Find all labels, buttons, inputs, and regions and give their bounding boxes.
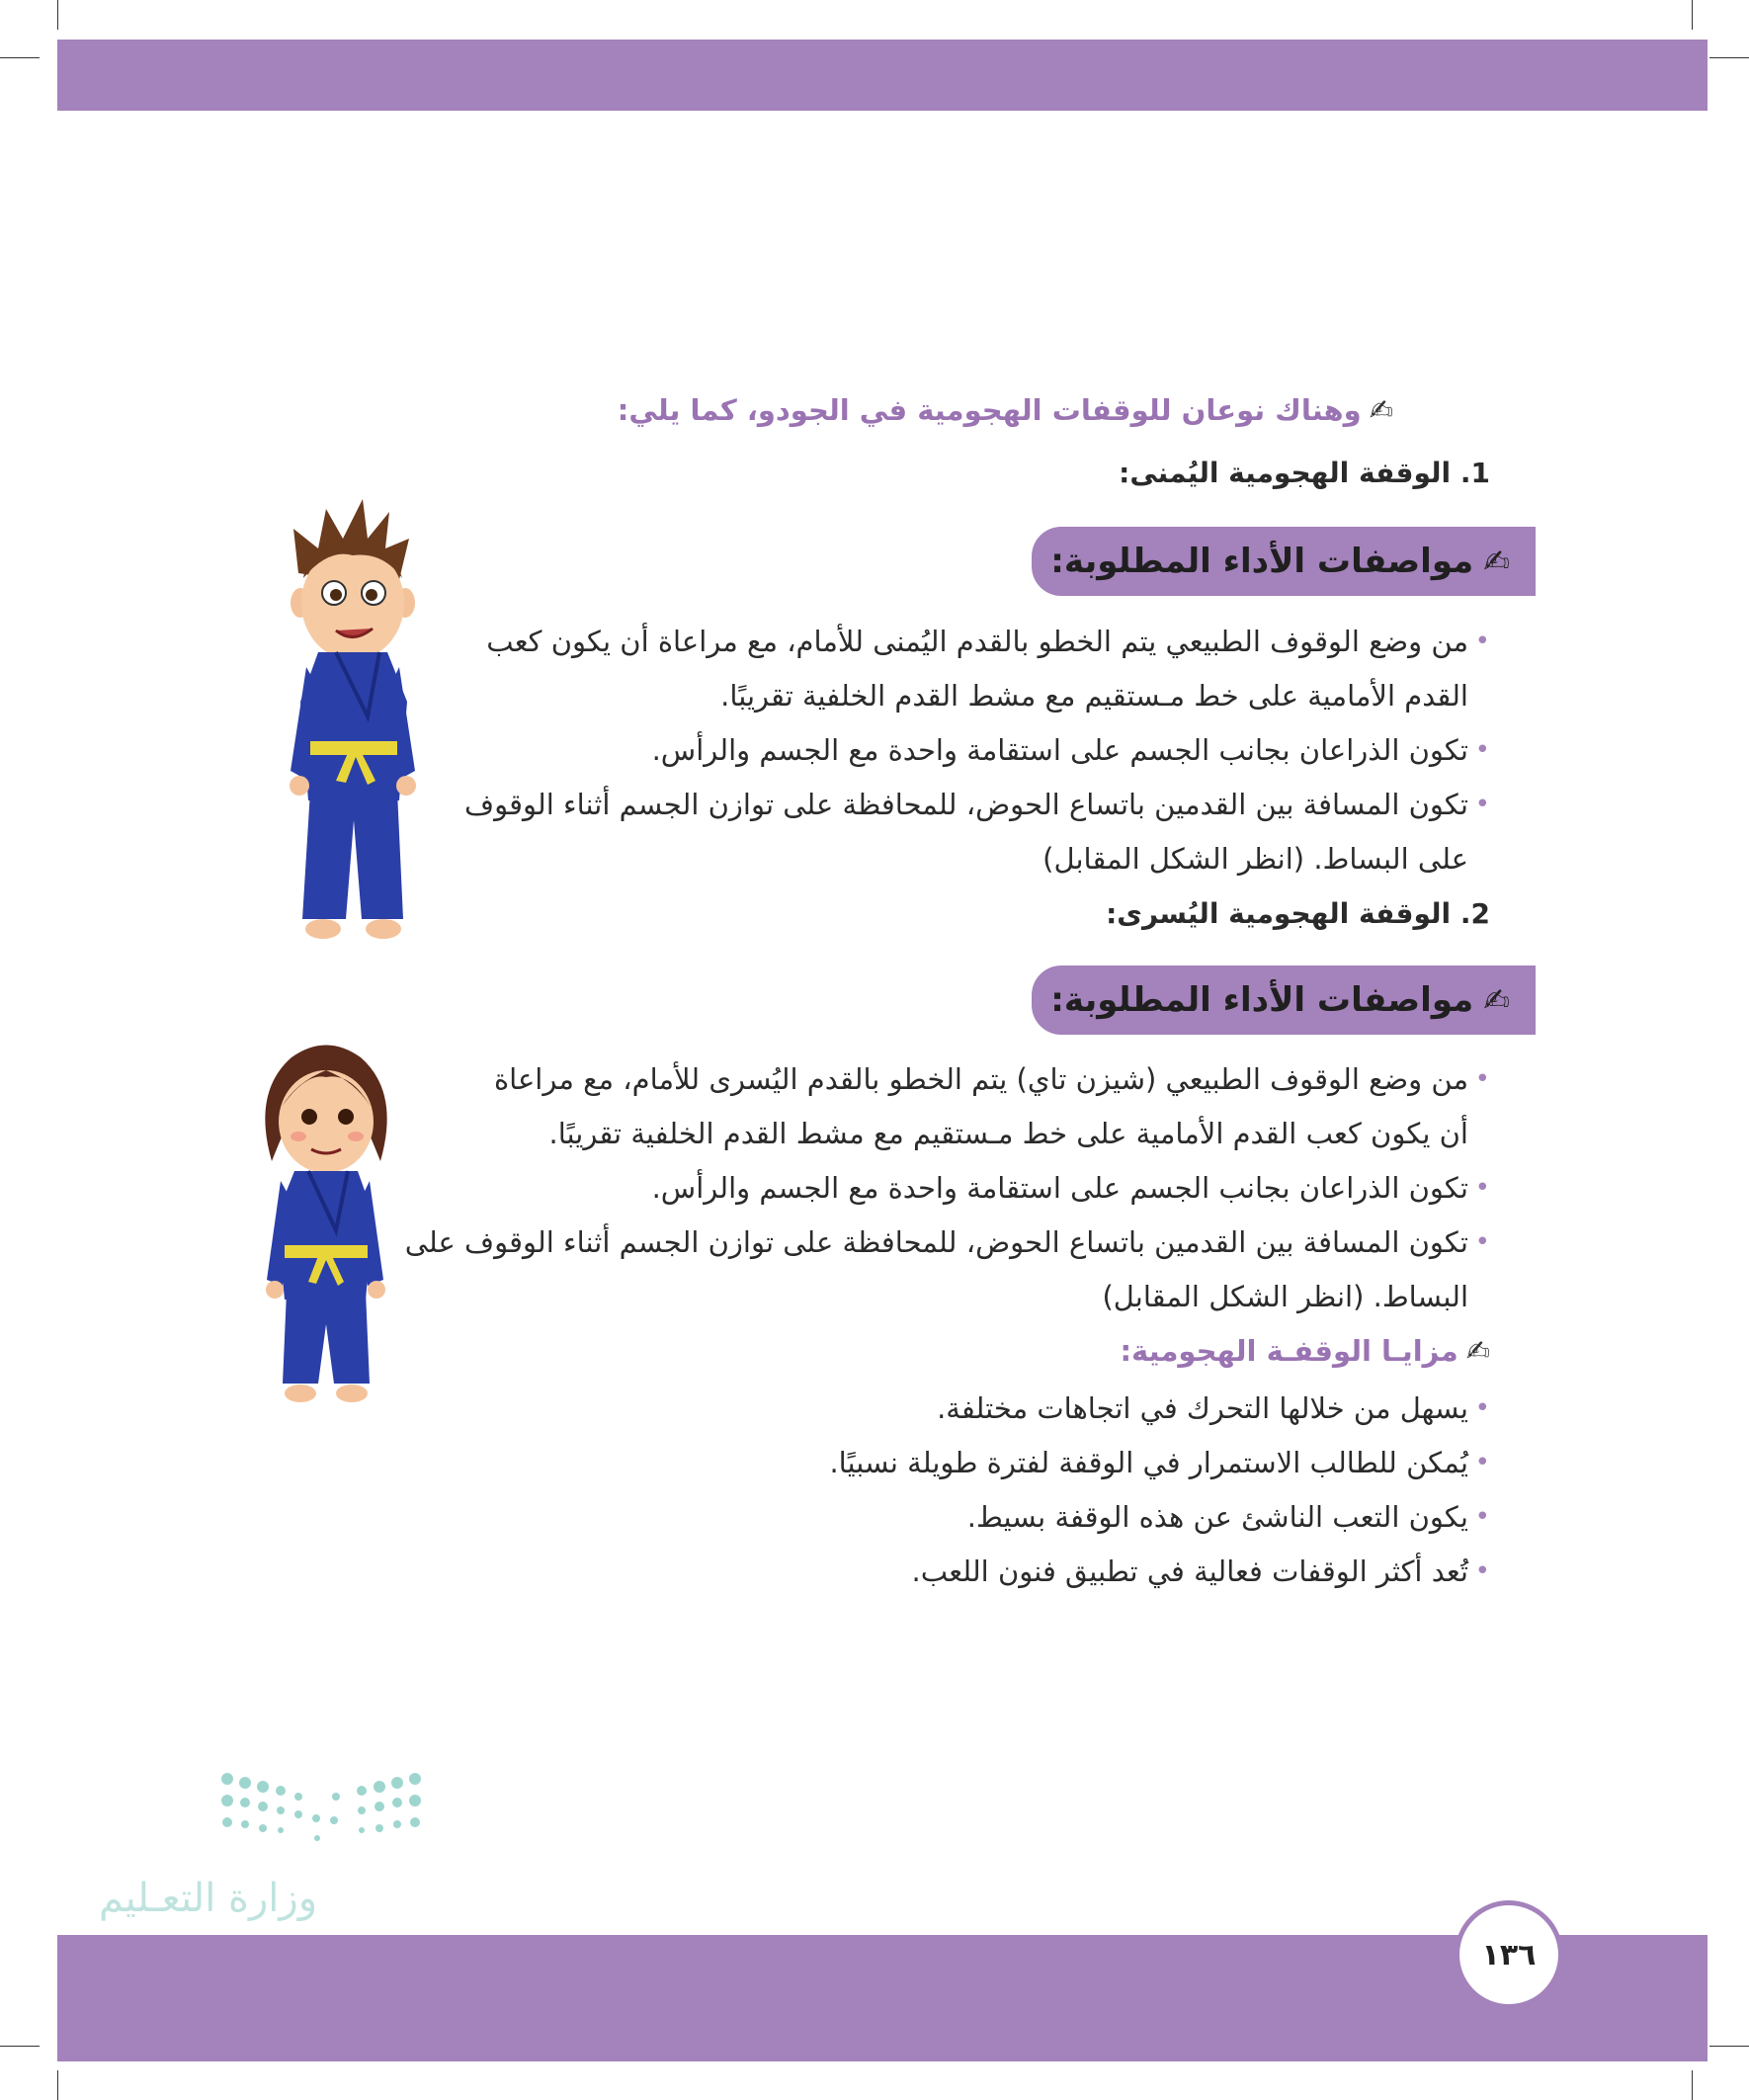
bullet-icon: • — [1474, 790, 1490, 819]
pen-icon: ✍ — [1483, 981, 1510, 1019]
header-band — [57, 40, 1707, 111]
list-item: • تكون الذراعان بجانب الجسم على استقامة واحدة مع الجسم والرأس. — [464, 723, 1490, 778]
crop-mark — [0, 57, 40, 58]
list-item: • تكون المسافة بين القدمين باتساع الحوض، للمحافظة على توازن الجسم أثناء الوقوف — [464, 778, 1490, 832]
boy-judoka-illustration — [279, 494, 427, 964]
crop-mark — [1709, 57, 1749, 58]
girl-judoka-illustration — [247, 1033, 405, 1428]
list-item: القدم الأمامية على خط مـستقيم مع مشط القدم الخلفية تقريبًا. — [720, 679, 1468, 713]
ministry-logo-text: وزارة التعـليم — [99, 1876, 318, 1921]
pen-icon: ✍ — [1369, 393, 1393, 427]
list-item: • تكون المسافة بين القدمين باتساع الحوض، للمحافظة على توازن الجسم أثناء الوقوف على — [405, 1216, 1490, 1270]
bullet-icon: • — [1474, 1448, 1490, 1477]
bullet-icon: • — [1474, 1556, 1490, 1586]
spec-title: مواصفات الأداء المطلوبة: — [1050, 980, 1474, 1020]
crop-mark — [57, 0, 58, 30]
crop-mark — [1709, 2046, 1749, 2047]
crop-mark — [1692, 0, 1693, 30]
spec-header-2 — [1032, 966, 1536, 1035]
list-item: • تكون الذراعان بجانب الجسم على استقامة واحدة مع الجسم والرأس. — [405, 1161, 1490, 1216]
spec-title: مواصفات الأداء المطلوبة: — [1050, 542, 1474, 581]
advantages-heading: ✍مزايـا الوقفـة الهجومية: — [1120, 1334, 1490, 1368]
right-stance-title: 1. الوقفة الهجومية اليُمنى: — [1119, 457, 1490, 489]
right-stance-list — [464, 615, 1490, 886]
spec-header-1 — [1032, 527, 1536, 596]
list-item: أن يكون كعب القدم الأمامية على خط مـستقيم مع مشط القدم الخلفية تقريبًا. — [548, 1117, 1468, 1150]
bullet-icon: • — [1474, 1502, 1490, 1532]
list-item: • يُمكن للطالب الاستمرار في الوقفة لفترة طويلة نسبيًا. — [829, 1436, 1490, 1490]
crop-mark — [0, 2046, 40, 2047]
list-item: • من وضع الوقوف الطبيعي يتم الخطو بالقدم اليُمنى للأمام، مع مراعاة أن يكون كعب — [464, 615, 1490, 669]
list-item: على البساط. (انظر الشكل المقابل) — [1042, 842, 1468, 876]
crop-mark — [1692, 2070, 1693, 2100]
intro-text: وهناك نوعان للوقفات الهجومية في الجودو، كما يلي: — [617, 393, 1362, 427]
bullet-icon: • — [1474, 1064, 1490, 1094]
list-item: • تُعد أكثر الوقفات فعالية في تطبيق فنون اللعب. — [829, 1545, 1490, 1599]
list-item: البساط. (انظر الشكل المقابل) — [1102, 1280, 1468, 1313]
left-stance-title: 2. الوقفة الهجومية اليُسرى: — [1106, 897, 1490, 930]
bullet-icon: • — [1474, 627, 1490, 656]
left-stance-list — [405, 1052, 1490, 1324]
pen-icon: ✍ — [1483, 543, 1510, 580]
bullet-icon: • — [1474, 735, 1490, 765]
bullet-icon: • — [1474, 1173, 1490, 1203]
page-number: ١٣٦ — [1455, 1900, 1563, 2009]
list-item: • يسهل من خلالها التحرك في اتجاهات مختلفة. — [829, 1382, 1490, 1436]
list-item: • من وضع الوقوف الطبيعي (شيزن تاي) يتم الخطو بالقدم اليُسرى للأمام، مع مراعاة — [405, 1052, 1490, 1107]
advantages-list — [829, 1382, 1490, 1599]
bullet-icon: • — [1474, 1227, 1490, 1257]
crop-mark — [57, 2070, 58, 2100]
intro-heading — [405, 393, 1393, 427]
pen-icon: ✍ — [1465, 1334, 1490, 1368]
list-item: • يكون التعب الناشئ عن هذه الوقفة بسيط. — [829, 1490, 1490, 1545]
bullet-icon: • — [1474, 1393, 1490, 1423]
